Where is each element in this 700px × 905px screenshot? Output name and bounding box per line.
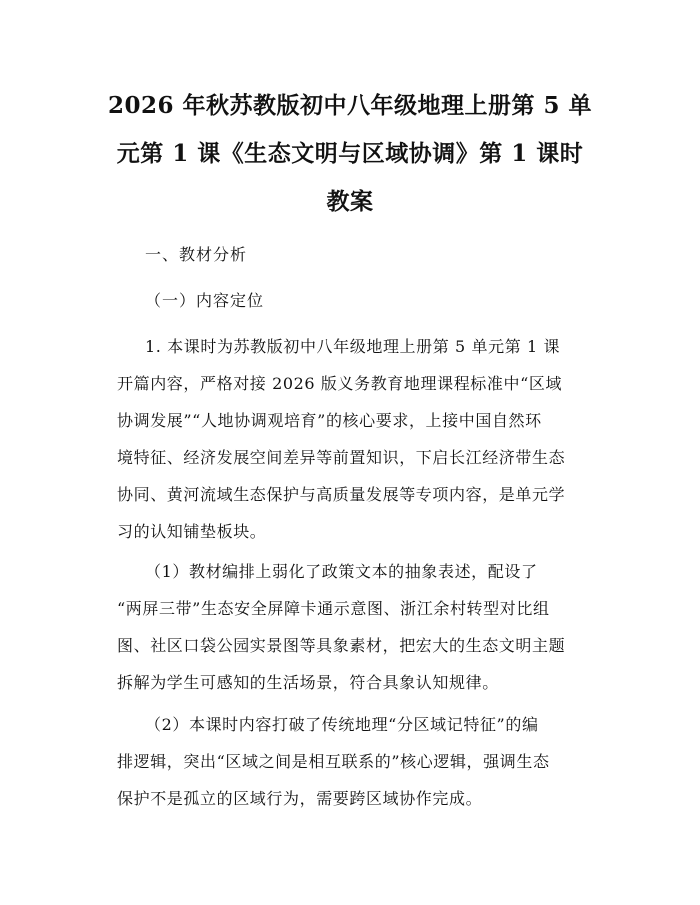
paragraph-line: 开篇内容，严格对接 2026 版义务教育地理课程标准中“区域 [117, 374, 563, 393]
paragraph-line: 习的认知铺垫板块。 [117, 522, 267, 541]
paragraph-line: 1. 本课时为苏教版初中八年级地理上册第 5 单元第 1 课 [145, 337, 561, 356]
paragraph-line: 拆解为学生可感知的生活场景，符合具象认知规律。 [117, 673, 499, 692]
subsection-heading: （一）内容定位 [145, 291, 265, 310]
paragraph-lesson-logic [117, 706, 591, 817]
paragraph-line: 境特征、经济发展空间差异等前置知识，下启长江经济带生态 [117, 448, 566, 467]
paragraph-line: 协同、黄河流域生态保护与高质量发展等专项内容，是单元学 [117, 485, 566, 504]
document-title [90, 82, 610, 226]
paragraph-textbook-arrangement [117, 553, 591, 701]
paragraph-line: 保护不是孤立的区域行为，需要跨区域协作完成。 [117, 789, 483, 808]
paragraph-line: （1）教材编排上弱化了政策文本的抽象表述，配设了 [145, 562, 538, 581]
paragraph-line: 协调发展”“人地协调观培育”的核心要求，上接中国自然环 [117, 411, 542, 430]
title-line: 教案 [326, 188, 374, 215]
paragraph-line: “两屏三带”生态安全屏障卡通示意图、浙江余村转型对比组 [117, 599, 550, 618]
paragraph-line: （2）本课时内容打破了传统地理“分区域记特征”的编 [145, 715, 539, 734]
paragraph-line: 图、社区口袋公园实景图等具象素材，把宏大的生态文明主题 [117, 636, 566, 655]
section-heading: 一、教材分析 [145, 245, 248, 264]
paragraph-content-positioning [117, 328, 591, 550]
title-line: 2026 年秋苏教版初中八年级地理上册第 5 单 [107, 92, 593, 119]
title-line: 元第 1 课《生态文明与区域协调》第 1 课时 [116, 140, 584, 167]
paragraph-line: 排逻辑，突出“区域之间是相互联系的”核心逻辑，强调生态 [117, 752, 550, 771]
